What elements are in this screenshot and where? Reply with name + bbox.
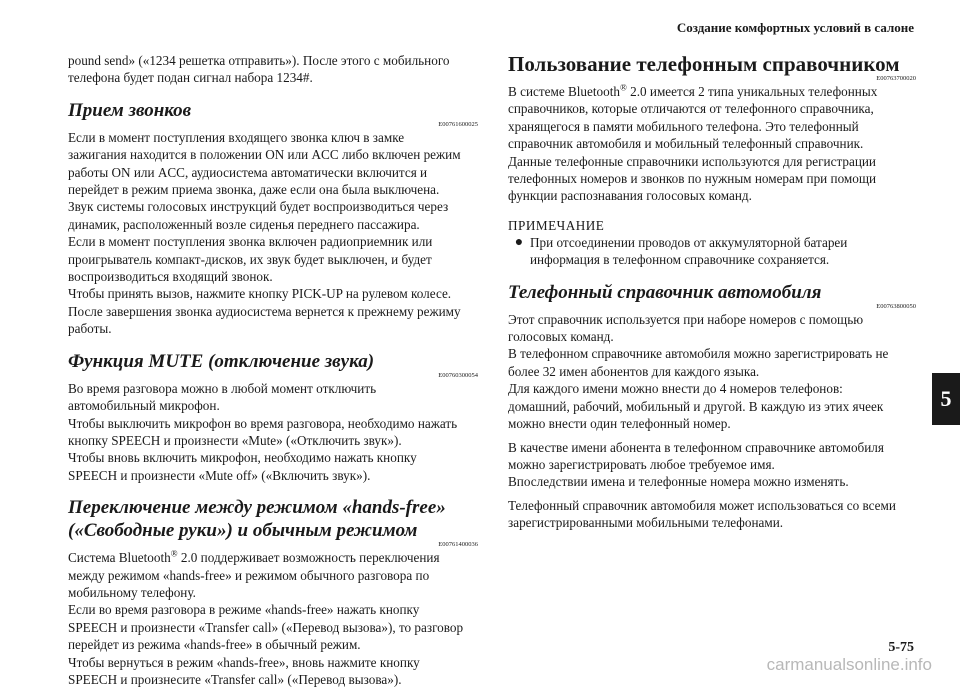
text-line: справочник автомобиля и мобильный телефонный справочник. bbox=[508, 136, 864, 152]
section-title-receiving-calls: Прием звонков bbox=[68, 99, 192, 121]
text-line bbox=[508, 83, 916, 100]
section-code: E00760300054 bbox=[438, 371, 478, 379]
text-line: После завершения звонка аудиосистема вернется к прежнему режиму bbox=[68, 303, 461, 319]
text-line: работы. bbox=[68, 321, 112, 337]
text-line: можно зарегистрировать любое требуемое имя. bbox=[508, 456, 775, 472]
section-code: E00761600025 bbox=[438, 120, 478, 128]
registered-mark: ® bbox=[619, 82, 627, 93]
text-line: перейдет в режим приема звонка, даже если она была выключена. bbox=[68, 182, 440, 198]
watermark: carmanualsonline.info bbox=[766, 655, 932, 674]
text-line: между режимом «hands-free» и режимом обычного разговора по bbox=[68, 567, 430, 583]
text-line: зарегистрированными мобильными телефонами. bbox=[508, 515, 784, 531]
note-title: ПРИМЕЧАНИЕ bbox=[508, 217, 605, 233]
text-line: Этот справочник используется при наборе номеров с помощью bbox=[508, 311, 864, 327]
text-line: Чтобы выключить микрофон во время разговора, необходимо нажать bbox=[68, 415, 458, 431]
note-item bbox=[508, 234, 916, 269]
section-title-handsfree-1: Переключение между режимом «hands-free» bbox=[68, 497, 446, 519]
section-title-vehicle-phonebook: Телефонный справочник автомобиля bbox=[508, 281, 822, 303]
text-line: голосовых команд. bbox=[508, 329, 614, 345]
text-line: телефонных номеров и звонков по нужным номерам при помощи bbox=[508, 171, 877, 187]
text-line: SPEECH и произнести «Mute off» («Включить звук»). bbox=[68, 467, 371, 483]
text-part: В системе Bluetooth bbox=[508, 84, 620, 99]
note-block bbox=[508, 217, 916, 269]
section-body-vehicle-phonebook bbox=[508, 311, 916, 532]
text-line: проигрыватель компакт-дисков, их звук будет выключен, и будет bbox=[68, 251, 432, 267]
text-line: функции распознавания голосовых команд. bbox=[508, 188, 752, 204]
text-line: Впоследствии имена и телефонные номера можно изменять. bbox=[508, 474, 849, 490]
left-column bbox=[68, 52, 478, 688]
text-line: перейдет из режима «hands-free» в обычный режим. bbox=[68, 637, 361, 653]
text-part: 2.0 поддерживает возможность переключения bbox=[177, 550, 440, 566]
text-line: домашний, рабочий, мобильный и другой. В каждую из этих ячеек bbox=[508, 398, 884, 414]
section-body-handsfree bbox=[68, 549, 478, 688]
text-line: Для каждого имени можно внести до 4 номеров телефонов: bbox=[508, 381, 843, 397]
section-code: E00761400036 bbox=[438, 541, 478, 549]
text-line: автомобильный микрофон. bbox=[68, 398, 220, 414]
text-part: Система Bluetooth bbox=[68, 550, 171, 566]
text-line: зажигания находится в положении ON или ACC либо включен режим bbox=[68, 147, 461, 163]
text-line: воспроизводиться входящий звонок. bbox=[68, 269, 273, 285]
text-line: более 32 имен абонентов для каждого языка. bbox=[508, 363, 760, 379]
text-line: телефона будет подан сигнал набора 1234#. bbox=[68, 70, 313, 86]
running-header: Создание комфортных условий в салоне bbox=[676, 20, 914, 35]
text-line: В телефонном справочнике автомобиля можно зарегистрировать не bbox=[508, 346, 889, 362]
text-line: Чтобы принять вызов, нажмите кнопку PICK-UP на рулевом колесе. bbox=[68, 286, 452, 302]
text-line: Чтобы вновь включить микрофон, необходимо нажать кнопку bbox=[68, 450, 417, 466]
text-line: хранящегося в памяти мобильного телефона. Это телефонный bbox=[508, 118, 859, 134]
text-line: Если в момент поступления звонка включен радиоприемник или bbox=[68, 234, 433, 250]
text-line: Телефонный справочник автомобиля может использоваться со всеми bbox=[508, 497, 896, 513]
section-title-phonebook: Пользование телефонным справочником bbox=[508, 52, 900, 76]
intro-text bbox=[68, 52, 478, 87]
text-line: При отсоединении проводов от аккумуляторной батареи bbox=[530, 234, 848, 250]
section-title-mute: Функция MUTE (отключение звука) bbox=[68, 350, 375, 372]
text-line: Звук системы голосовых инструкций будет воспроизводиться через bbox=[68, 199, 449, 215]
text-line: SPEECH и произнести «Transfer call» («Перевод вызова»), то разговор bbox=[68, 619, 464, 635]
text-line: pound send» («1234 решетка отправить»). После этого с мобильного bbox=[68, 53, 450, 68]
text-line: Если во время разговора в режиме «hands-free» нажать кнопку bbox=[68, 602, 420, 618]
section-title-handsfree-2: («Свободные руки») и обычным режимом bbox=[68, 520, 418, 542]
text-part: 2.0 имеется 2 типа уникальных телефонных bbox=[626, 84, 878, 99]
section-body-receiving-calls bbox=[68, 129, 478, 338]
text-line: Если в момент поступления входящего звонка ключ в замке bbox=[68, 129, 405, 145]
section-body-phonebook bbox=[508, 83, 916, 205]
text-line: динамик, расположенный возле сиденья переднего пассажира. bbox=[68, 216, 420, 232]
text-line: SPEECH и произнесите «Transfer call» («Перевод вызова»). bbox=[68, 671, 402, 687]
section-code: E00763800050 bbox=[876, 302, 916, 310]
text-line: мобильному телефону. bbox=[68, 584, 196, 600]
section-body-mute bbox=[68, 380, 478, 484]
registered-mark: ® bbox=[170, 548, 178, 559]
text-line: Чтобы вернуться в режим «hands-free», вновь нажмите кнопку bbox=[68, 654, 420, 670]
chapter-tab: 5 bbox=[932, 373, 960, 425]
text-line: можно внести один телефонный номер. bbox=[508, 416, 731, 432]
text-line: Данные телефонные справочники используются для регистрации bbox=[508, 153, 876, 169]
section-code: E00763700020 bbox=[876, 75, 916, 82]
text-line bbox=[68, 549, 478, 566]
text-line: кнопку SPEECH и произнести «Mute» («Отключить звук»). bbox=[68, 432, 402, 448]
text-line: работы ON или ACC, аудиосистема автоматически включится и bbox=[68, 164, 428, 180]
bullet-icon: ● bbox=[514, 234, 524, 250]
text-line: справочников, которые отличаются от телефонного справочника, bbox=[508, 101, 874, 117]
text-line: информация в телефонном справочнике сохраняется. bbox=[530, 252, 830, 268]
text-line: В качестве имени абонента в телефонном справочнике автомобиля bbox=[508, 439, 884, 455]
page-number: 5-75 bbox=[888, 640, 914, 655]
text-line: Во время разговора можно в любой момент отключить bbox=[68, 380, 377, 396]
right-column bbox=[508, 52, 916, 532]
